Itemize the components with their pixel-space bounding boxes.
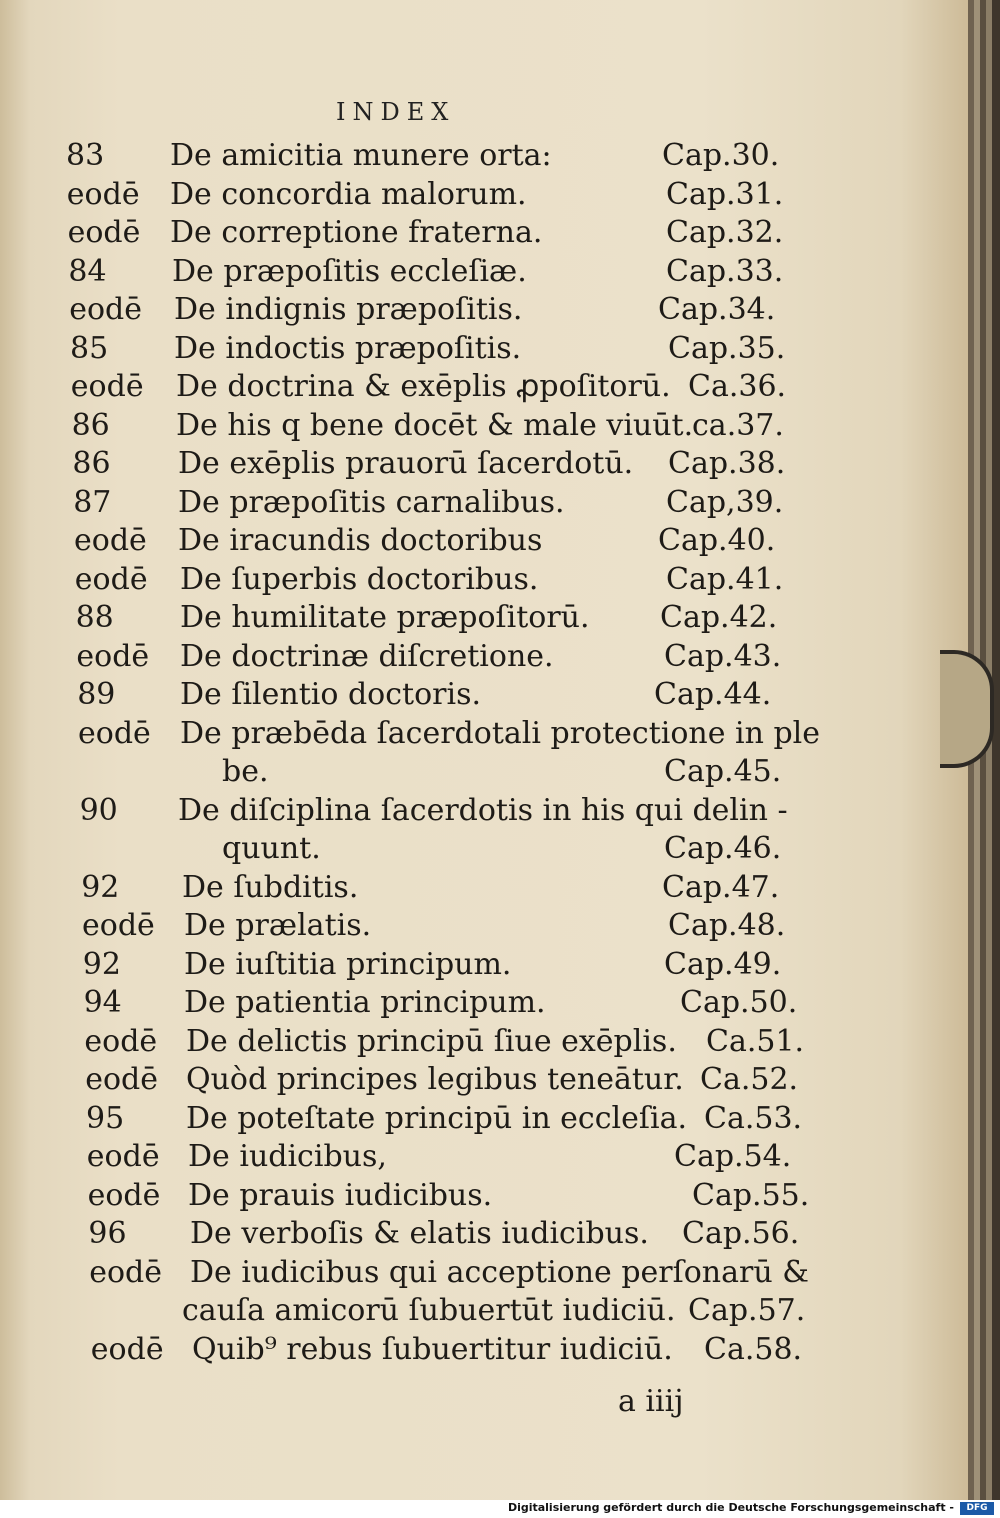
entry-title: De indignis præpoſitis. [174, 292, 523, 327]
entry-page-number: 96 [88, 1216, 127, 1251]
entry-page-number: eodē [82, 908, 155, 943]
entry-title: De amicitia munere orta: [170, 138, 552, 173]
entry-chapter: Cap.40. [658, 523, 776, 558]
entry-page-number: 88 [75, 600, 114, 635]
entry-title: De ſilentio doctoris. [180, 677, 482, 712]
entry-title: De doctrina & exēplis ꝓpoſitorū. [176, 369, 671, 404]
entry-chapter: Cap.54. [674, 1139, 792, 1174]
entry-chapter: Cap.50. [680, 985, 798, 1020]
index-entry [0, 292, 968, 332]
entry-title: De doctrinæ diſcretione. [180, 638, 554, 674]
entry-page-number: eodē [70, 369, 144, 404]
entry-chapter: Ca.58. [704, 1331, 803, 1367]
entry-page-number: 84 [68, 253, 107, 289]
entry-page-number: eodē [85, 1062, 158, 1097]
index-entry [0, 1178, 968, 1218]
index-entry [0, 639, 968, 679]
entry-title: De correptione fraterna. [170, 215, 543, 250]
entry-title: Quòd principes legibus teneātur. [186, 1062, 684, 1097]
entry-page-number: eodē [74, 523, 147, 558]
index-entry [0, 485, 968, 525]
book-clip [940, 650, 994, 768]
index-entry [0, 1293, 968, 1333]
entry-chapter: Ca.36. [688, 369, 787, 404]
entry-page-number: eodē [78, 715, 151, 751]
index-entry [0, 138, 968, 178]
entry-chapter: Cap.33. [666, 253, 784, 289]
entry-title: De his q bene docēt & male viuūt. [176, 407, 694, 443]
entry-title: De verboſis & elatis iudicibus. [190, 1216, 649, 1251]
index-entry [0, 331, 968, 371]
entry-page-number: eodē [74, 561, 148, 597]
entry-chapter: Ca.52. [700, 1062, 799, 1097]
entry-page-number: eodē [84, 1023, 158, 1059]
index-entry [0, 1255, 968, 1295]
index-entry [0, 1332, 968, 1372]
entry-title: De prælatis. [184, 908, 372, 943]
index-entry [0, 908, 968, 948]
entry-chapter: Cap.42. [660, 600, 778, 635]
signature-row [0, 1384, 968, 1424]
entry-page-number: 83 [66, 138, 105, 173]
entry-title: De exēplis prauorū ſacerdotū. [178, 446, 634, 481]
index-entry [0, 1101, 968, 1141]
index-entry [0, 523, 968, 563]
entry-page-number: 94 [83, 985, 122, 1020]
index-entry [0, 562, 968, 602]
entry-title: quunt. [222, 831, 321, 866]
index-entry [0, 446, 968, 486]
entry-page-number: 86 [71, 407, 110, 443]
entry-title: De iudicibus qui acceptione perſonarū & [190, 1254, 809, 1290]
entry-title: De humilitate præpoſitorū. [180, 600, 590, 635]
entry-title: De delictis principū ſiue exēplis. [186, 1023, 677, 1059]
entry-title: De diſciplina ſacerdotis in his qui delin - [178, 792, 788, 828]
digitization-credit: Digitalisierung gefördert durch die Deutsche Forschungsgemeinschaft - [507, 1501, 954, 1514]
page-edge [992, 0, 1000, 1500]
entry-page-number: 92 [82, 946, 121, 982]
entry-title: De iudicibus, [188, 1139, 387, 1174]
entry-page-number: eodē [87, 1177, 161, 1213]
entry-title: De patientia principum. [184, 985, 546, 1020]
entry-title: De poteſtate principū in eccleſia. [186, 1100, 688, 1136]
entry-chapter: Cap.38. [668, 446, 786, 481]
signature-mark: a iiij [618, 1384, 684, 1419]
entry-page-number: eodē [69, 292, 142, 327]
index-entry [0, 408, 968, 448]
index-entry [0, 793, 968, 833]
entry-title: De indoctis præpoſitis. [174, 330, 522, 366]
entry-chapter: Cap.56. [682, 1216, 800, 1251]
index-entry [0, 870, 968, 910]
entry-chapter: Cap.49. [664, 946, 782, 982]
entry-page-number: eodē [86, 1139, 160, 1174]
entry-page-number: eodē [67, 215, 141, 250]
entry-page-number: 90 [79, 792, 118, 828]
entry-chapter: ca.37. [692, 407, 784, 443]
index-entry [0, 254, 968, 294]
entry-chapter: Cap.43. [664, 638, 782, 674]
entry-chapter: Cap.45. [664, 754, 782, 789]
page-header: INDEX [336, 98, 456, 126]
index-entry [0, 177, 968, 217]
entry-title: De iuſtitia principum. [184, 946, 512, 982]
entry-chapter: Cap.48. [668, 908, 786, 943]
entry-title: De prauis iudicibus. [188, 1177, 493, 1213]
index-entry [0, 369, 968, 409]
entry-page-number: eodē [90, 1331, 164, 1367]
entry-chapter: Cap.55. [692, 1177, 810, 1213]
index-entry [0, 677, 968, 717]
entry-title: De concordia malorum. [170, 176, 527, 212]
index-entry [0, 1024, 968, 1064]
entry-page-number: 86 [72, 446, 111, 481]
index-entry [0, 215, 968, 255]
entry-chapter: Cap.47. [662, 869, 780, 905]
index-entry [0, 1139, 968, 1179]
entry-page-number: eodē [66, 176, 140, 212]
index-entry [0, 754, 968, 794]
entry-chapter: Cap.57. [688, 1293, 806, 1328]
entry-page-number: 92 [81, 869, 120, 905]
index-entry [0, 716, 968, 756]
index-entry [0, 1062, 968, 1102]
entry-page-number: eodē [76, 638, 150, 674]
dfg-logo: DFG [960, 1502, 994, 1515]
index-entry [0, 831, 968, 871]
entry-title: De præpoſitis eccleſiæ. [172, 253, 527, 289]
entry-chapter: Cap,39. [666, 484, 784, 520]
index-entry [0, 1216, 968, 1256]
entry-title: Quib⁹ rebus ſubuertitur iudiciū. [192, 1331, 673, 1367]
entry-title: De præbēda ſacerdotali protectione in ple [180, 715, 821, 751]
entry-page-number: eodē [89, 1254, 162, 1290]
index-entry [0, 600, 968, 640]
entry-title: De ſuperbis doctoribus. [180, 561, 539, 597]
entry-title: De ſubditis. [182, 869, 359, 905]
entry-title: De præpoſitis carnalibus. [178, 484, 565, 520]
entry-chapter: Ca.51. [706, 1023, 805, 1059]
entry-chapter: Cap.35. [668, 330, 786, 366]
index-entry [0, 985, 968, 1025]
entry-chapter: Cap.31. [666, 176, 784, 212]
entry-title: De iracundis doctoribus [178, 523, 543, 558]
entry-title: be. [222, 754, 269, 789]
entry-page-number: 89 [77, 677, 116, 712]
entry-chapter: Cap.44. [654, 677, 772, 712]
entry-chapter: Cap.41. [666, 561, 784, 597]
entry-chapter: Cap.32. [666, 215, 784, 250]
entry-chapter: Cap.46. [664, 831, 782, 866]
entry-chapter: Ca.53. [704, 1100, 803, 1136]
entry-page-number: 85 [70, 330, 109, 366]
entry-chapter: Cap.34. [658, 292, 776, 327]
entry-title: cauſa amicorū ſubuertūt iudiciū. [182, 1293, 676, 1328]
entry-chapter: Cap.30. [662, 138, 780, 173]
entry-page-number: 95 [86, 1100, 125, 1136]
entry-page-number: 87 [73, 484, 112, 520]
index-entry [0, 947, 968, 987]
